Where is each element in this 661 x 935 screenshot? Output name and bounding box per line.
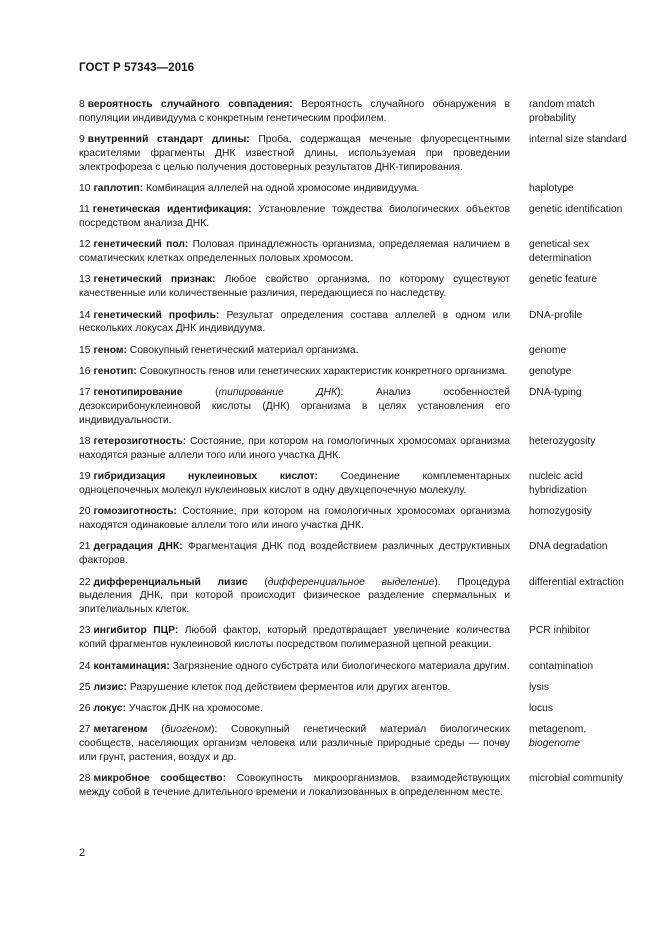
english-term: heterozygosity bbox=[529, 436, 596, 448]
term-definition-text bbox=[79, 772, 510, 800]
term-definition-text bbox=[79, 723, 510, 764]
term-entry bbox=[79, 624, 621, 652]
term-note-close: ): bbox=[337, 387, 344, 399]
term-definition: Процедура выделения ДНК, при которой происходит физическое разделение спермальных и эпителиальных клеток. bbox=[79, 576, 510, 616]
term-name: генетическая идентификация: bbox=[92, 204, 252, 216]
english-term: random match probability bbox=[529, 99, 595, 124]
term-definition: Вероятность случайного обнаружения в популяции индивидуума с конкретным генетическим профилем. bbox=[79, 99, 510, 124]
english-equivalent bbox=[529, 238, 629, 266]
term-definition: Любое свойство организма, по которому существуют качественные или количественные различия, передающиеся по наследству. bbox=[79, 274, 511, 300]
term-entry bbox=[79, 772, 621, 800]
term-definition-text bbox=[79, 702, 510, 716]
term-name: гетерозиготность: bbox=[93, 436, 187, 448]
english-equivalent bbox=[529, 681, 629, 695]
term-synonym: дифференциальное выделение bbox=[267, 576, 435, 588]
term-number: 9 bbox=[79, 134, 85, 146]
term-name: генотип: bbox=[93, 365, 137, 377]
term-entry bbox=[79, 660, 621, 674]
term-definition: Разрушение клеток под действием ферментов или других агентов. bbox=[126, 681, 451, 693]
english-equivalent bbox=[529, 182, 629, 196]
term-definition: Результат определения состава аллелей в одном или нескольких локусах ДНК индивидуума. bbox=[79, 309, 510, 335]
term-definition-text bbox=[79, 365, 510, 379]
term-name: метагеном bbox=[93, 724, 148, 736]
term-note-open: ( bbox=[247, 576, 268, 588]
english-term: DNA-typing bbox=[529, 387, 582, 399]
term-number: 15 bbox=[79, 344, 91, 356]
term-name: генотипирование bbox=[93, 387, 183, 399]
term-definition: Фрагментация ДНК под воздействием различных деструктивных факторов. bbox=[79, 541, 510, 567]
term-definition-text bbox=[79, 309, 510, 337]
english-term: metagenom, bbox=[529, 724, 587, 736]
term-entry bbox=[79, 702, 621, 716]
term-name: генетический признак: bbox=[93, 274, 216, 286]
english-term: homozygosity bbox=[529, 506, 592, 518]
english-term: lysis bbox=[529, 681, 550, 693]
term-definition-text bbox=[79, 660, 510, 674]
english-term: genetic identification bbox=[529, 204, 623, 216]
term-definition-text bbox=[79, 182, 510, 196]
english-equivalent bbox=[529, 435, 629, 449]
term-definition-text bbox=[79, 98, 510, 126]
english-term: DNA-profile bbox=[529, 309, 583, 321]
english-term: contamination bbox=[529, 660, 594, 672]
term-number: 21 bbox=[79, 541, 91, 553]
term-name: деградация ДНК: bbox=[93, 541, 183, 553]
term-definition: Совокупный генетический материал организма. bbox=[126, 344, 359, 356]
term-definition-text bbox=[79, 681, 510, 695]
english-term: genetic feature bbox=[529, 274, 598, 286]
english-equivalent bbox=[529, 702, 629, 716]
term-number: 28 bbox=[79, 773, 91, 785]
term-number: 14 bbox=[79, 309, 91, 321]
term-synonym: типирование ДНК bbox=[218, 387, 338, 399]
term-note-open: ( bbox=[147, 724, 165, 736]
term-definition: Любой фактор, который предотвращает увеличение количества копий фрагментов нуклеиновой кислоты посредством полимеразной цепной реакции. bbox=[79, 625, 510, 651]
term-name: гибридизация нуклеиновых кислот: bbox=[93, 471, 318, 483]
term-definition: Состояние, при котором на гомологичных хромосомах организма находятся разные аллели того или иного участка ДНК. bbox=[79, 436, 510, 461]
english-equivalent bbox=[529, 273, 629, 287]
term-note-open: ( bbox=[182, 387, 219, 399]
term-entry bbox=[79, 98, 621, 126]
term-number: 13 bbox=[79, 274, 91, 286]
english-equivalent bbox=[529, 386, 629, 400]
term-definition-text bbox=[79, 238, 510, 266]
term-name: гаплотип: bbox=[93, 182, 144, 194]
term-note-close: ): bbox=[211, 724, 218, 736]
term-definition-text bbox=[79, 624, 510, 652]
english-equivalent bbox=[529, 505, 629, 519]
term-number: 23 bbox=[79, 625, 91, 637]
term-definition-text bbox=[79, 505, 510, 533]
english-term: haplotype bbox=[529, 182, 574, 194]
page-number: 2 bbox=[79, 847, 86, 859]
english-term: PCR inhibitor bbox=[529, 625, 590, 637]
term-definition: Совокупный генетический материал биологических сообществ, населяющих организм человека или различные природные среды — почву или грунт, растения, воздух и др. bbox=[79, 724, 510, 763]
term-entry bbox=[79, 309, 621, 337]
term-entry bbox=[79, 723, 621, 764]
term-name: дифференциальный лизис bbox=[93, 576, 248, 588]
english-equivalent bbox=[529, 133, 629, 147]
term-number: 8 bbox=[79, 99, 85, 110]
term-definition: Анализ особенностей дезоксирибонуклеиновой кислоты (ДНК) организма в целях установления его индивидуальности. bbox=[79, 387, 511, 426]
english-equivalent bbox=[529, 540, 629, 554]
term-number: 16 bbox=[79, 365, 91, 377]
english-equivalent bbox=[529, 772, 629, 786]
term-number: 18 bbox=[79, 436, 91, 448]
term-entry bbox=[79, 470, 621, 498]
english-equivalent bbox=[529, 344, 629, 358]
term-entry bbox=[79, 203, 621, 231]
english-term: genotype bbox=[529, 365, 572, 377]
document-header: ГОСТ Р 57343—2016 bbox=[79, 62, 195, 74]
term-entry bbox=[79, 540, 621, 568]
term-definition: Загрязнение одного субстрата или биологического материала другим. bbox=[169, 660, 510, 672]
term-definition: Проба, содержащая меченые флуоресцентными красителями фрагменты ДНК известной длины, используемая при проведении электрофореза с целью получения достоверных результатов ДНК-типирования. bbox=[79, 134, 510, 173]
term-definition-text bbox=[79, 576, 510, 617]
term-number: 22 bbox=[79, 576, 91, 588]
term-definition: Половая принадлежность организма, определяемая наличием в соматических клетках определенных половых хромосом. bbox=[79, 239, 510, 265]
term-definition: Состояние, при котором на гомологичных хромосомах организма находятся одинаковые аллели того или иного участка ДНК. bbox=[79, 506, 510, 532]
english-equivalent bbox=[529, 309, 629, 323]
english-equivalent bbox=[529, 98, 629, 126]
english-term: locus bbox=[529, 703, 554, 715]
term-entry bbox=[79, 365, 621, 379]
english-equivalent bbox=[529, 723, 629, 751]
english-term: DNA degradation bbox=[529, 541, 608, 553]
term-name: внутренний стандарт длины: bbox=[87, 134, 250, 146]
english-term: nucleic acid hybridization bbox=[529, 471, 587, 497]
term-definition-text bbox=[79, 435, 510, 463]
term-number: 12 bbox=[79, 239, 91, 251]
term-name: генетический профиль: bbox=[93, 309, 220, 321]
term-entry bbox=[79, 386, 621, 427]
term-name: гомозиготность: bbox=[93, 506, 177, 518]
term-entry bbox=[79, 238, 621, 266]
english-equivalent bbox=[529, 203, 629, 217]
term-name: локус: bbox=[93, 703, 126, 715]
english-term: genetical sex determination bbox=[529, 239, 592, 265]
english-term: microbial community bbox=[529, 773, 623, 785]
term-definition-text bbox=[79, 344, 510, 358]
term-definition: Соединение комплементарных одноцепочечных молекул нуклеиновых кислот в одну двухцепочечную молекулу. bbox=[79, 471, 510, 497]
english-equivalent bbox=[529, 576, 629, 590]
term-number: 17 bbox=[79, 387, 91, 399]
term-entry bbox=[79, 344, 621, 358]
term-note-close: ). bbox=[434, 576, 441, 588]
term-definition: Установление тождества биологических объектов посредством анализа ДНК. bbox=[79, 204, 510, 230]
term-number: 24 bbox=[79, 660, 91, 672]
term-number: 11 bbox=[79, 204, 90, 216]
term-entry bbox=[79, 576, 624, 617]
term-definition-text bbox=[79, 133, 510, 174]
term-synonym: биогеном bbox=[164, 724, 212, 736]
term-entry bbox=[79, 273, 621, 301]
term-entry bbox=[79, 133, 627, 174]
term-definition-text bbox=[79, 386, 510, 427]
english-equivalent bbox=[529, 624, 629, 638]
term-definition: Участок ДНК на хромосоме. bbox=[125, 703, 263, 715]
english-equivalent bbox=[529, 365, 629, 379]
term-number: 26 bbox=[79, 703, 91, 715]
term-name: контаминация: bbox=[93, 660, 170, 672]
term-entry bbox=[79, 681, 621, 695]
term-definition: Совокупность генов или генетических характеристик конкретного организма. bbox=[136, 365, 508, 377]
term-name: вероятность случайного совпадения: bbox=[87, 99, 293, 110]
term-number: 19 bbox=[79, 471, 91, 483]
term-name: микробное сообщество: bbox=[93, 773, 227, 785]
term-name: геном: bbox=[93, 344, 127, 356]
term-definition: Совокупность микроорганизмов, взаимодействующих между собой в течение длительного времени и локализованных в определенном месте. bbox=[79, 773, 510, 799]
english-term: internal size standard bbox=[529, 134, 627, 146]
term-definition-text bbox=[79, 540, 510, 568]
term-name: ингибитор ПЦР: bbox=[93, 625, 179, 637]
term-number: 27 bbox=[79, 724, 91, 736]
term-definition-text bbox=[79, 273, 510, 301]
term-entry bbox=[79, 435, 621, 463]
term-definition-text bbox=[79, 470, 510, 498]
english-term: genome bbox=[529, 344, 567, 356]
term-entry bbox=[79, 182, 621, 196]
term-entry bbox=[79, 505, 621, 533]
term-number: 20 bbox=[79, 506, 91, 518]
term-name: генетический пол: bbox=[93, 239, 189, 251]
term-definition: Комбинация аллелей на одной хромосоме индивидуума. bbox=[143, 182, 420, 194]
term-number: 25 bbox=[79, 681, 91, 693]
term-number: 10 bbox=[79, 182, 91, 194]
term-list bbox=[79, 98, 627, 807]
english-term-alt: biogenome bbox=[529, 738, 580, 750]
term-definition-text bbox=[79, 203, 510, 231]
english-equivalent bbox=[529, 470, 629, 498]
english-equivalent bbox=[529, 660, 629, 674]
term-name: лизис: bbox=[93, 681, 127, 693]
english-term: differential extraction bbox=[529, 576, 624, 588]
